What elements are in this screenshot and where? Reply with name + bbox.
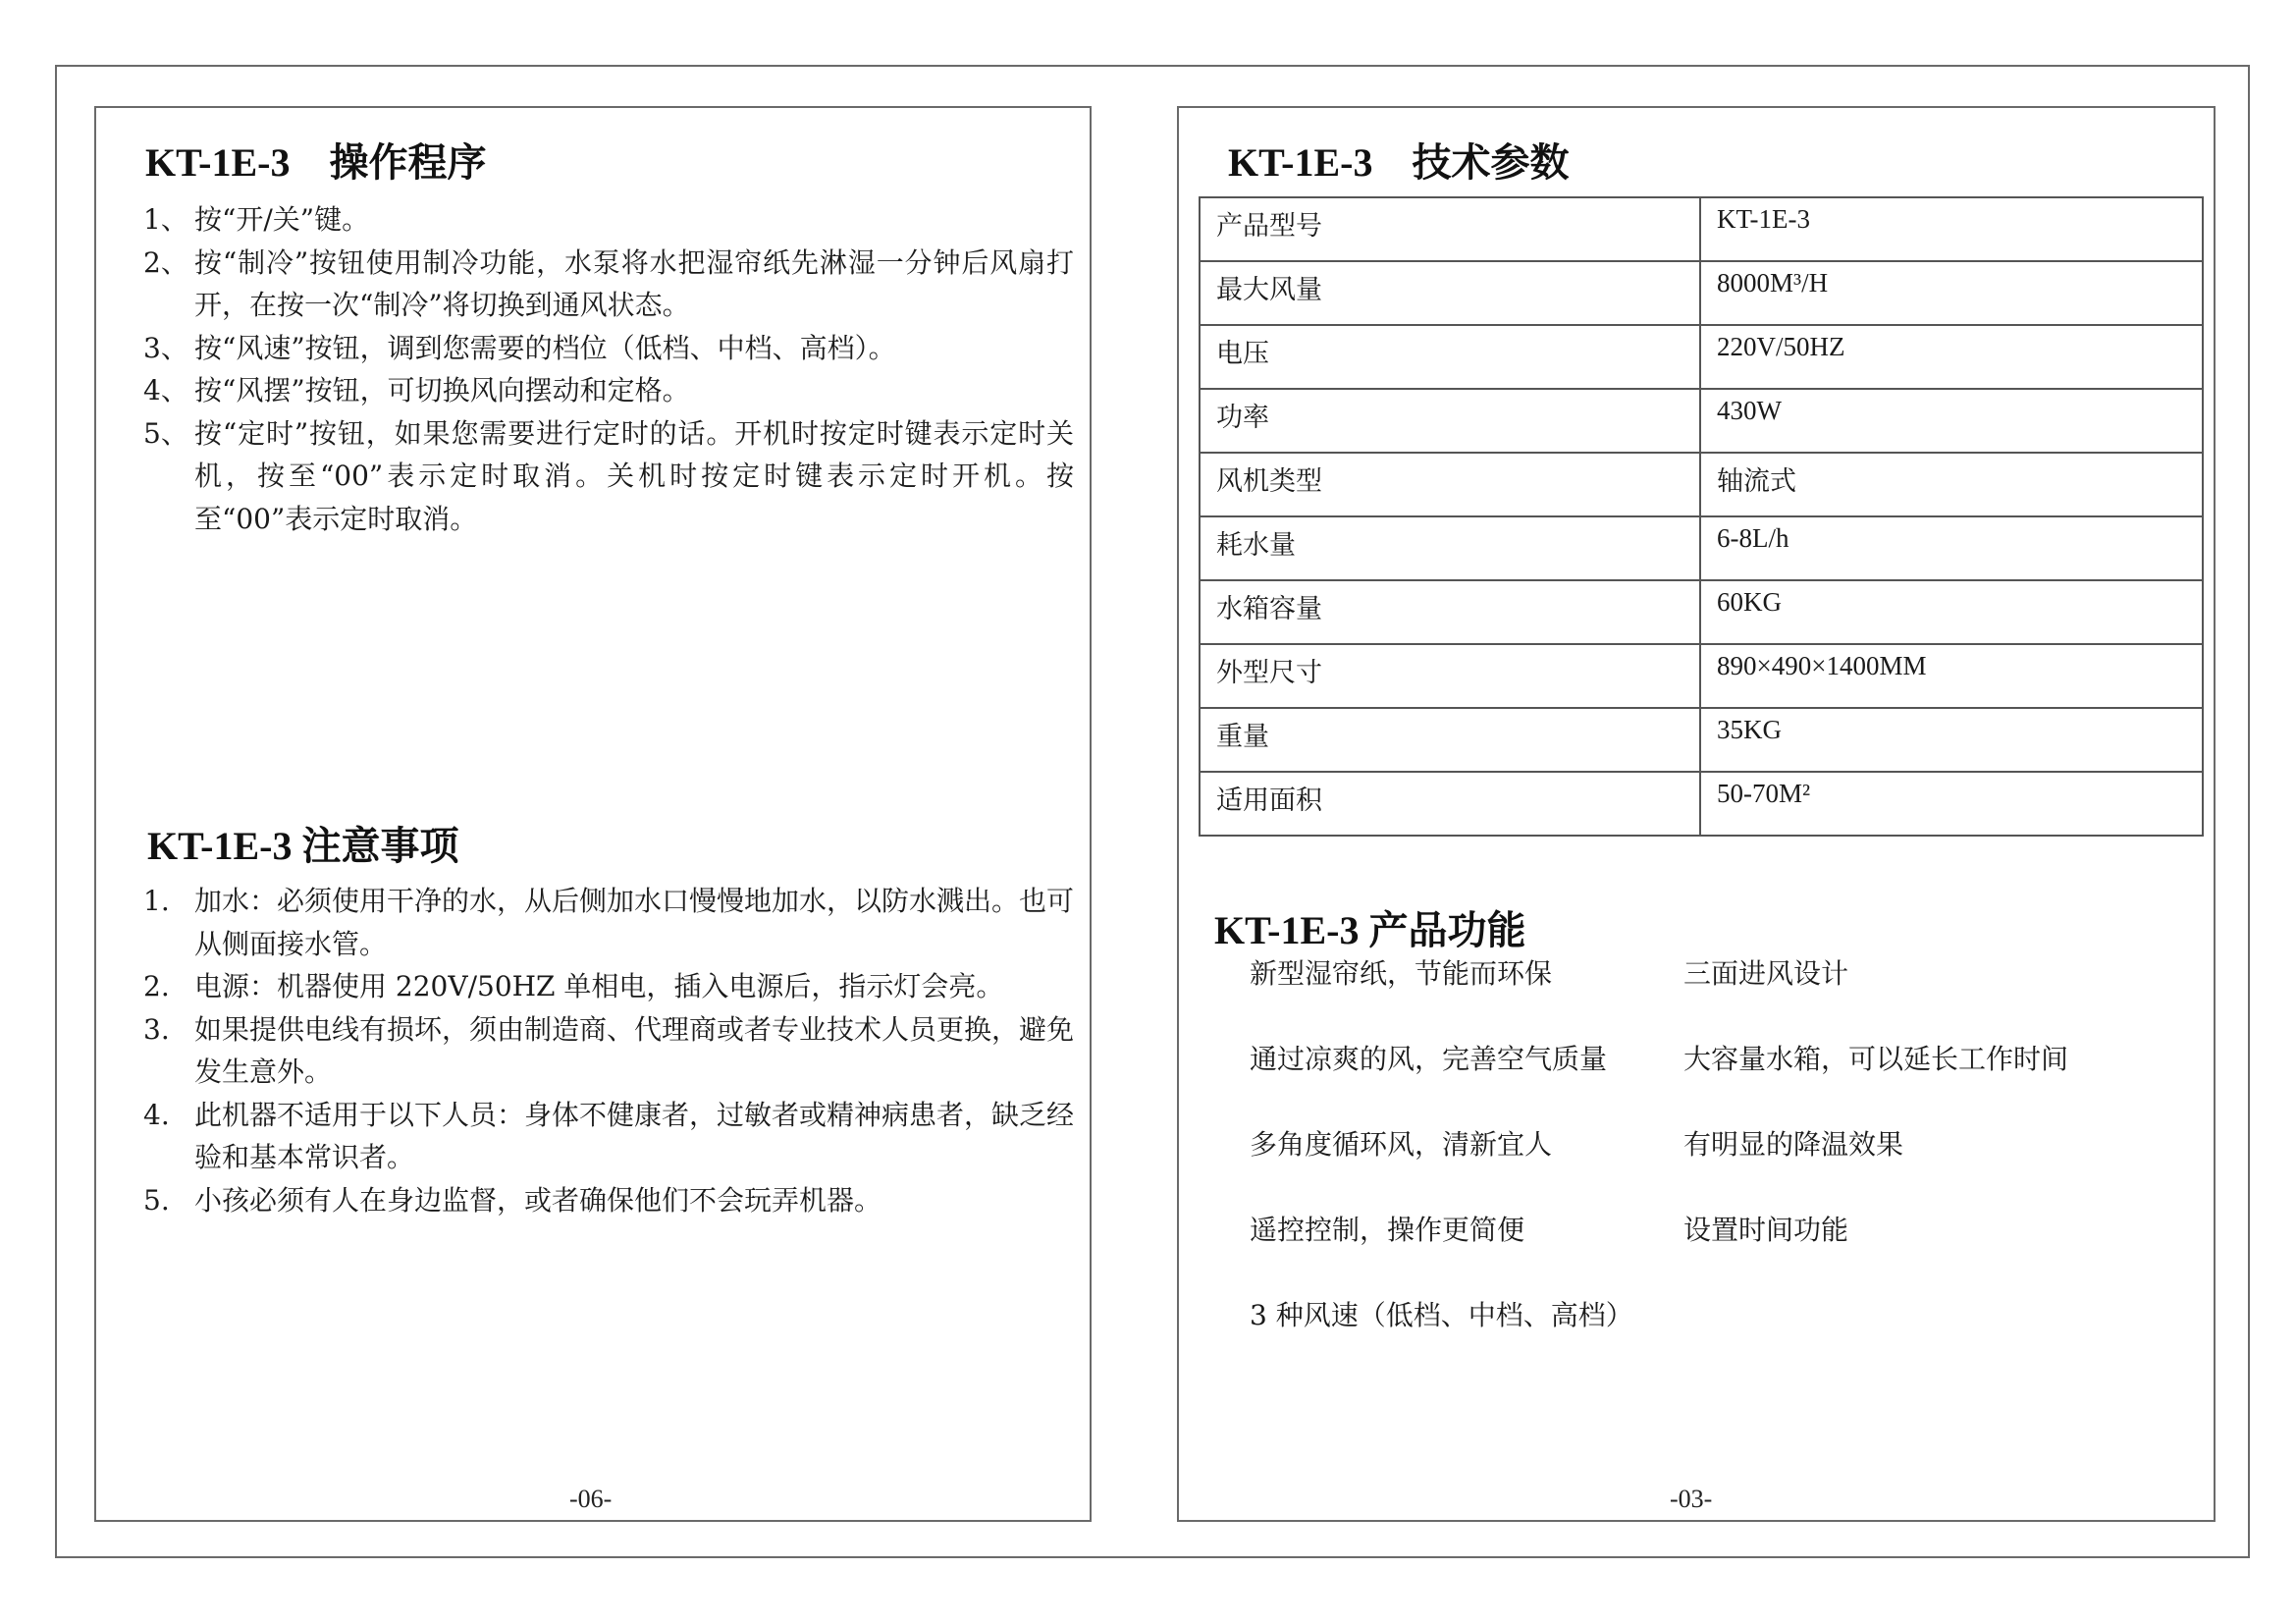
spec-table <box>1199 196 2204 837</box>
operation-heading: KT-1E-3 操作程序 <box>145 140 487 185</box>
spec-label: 外型尺寸 <box>1200 644 1700 708</box>
right-page <box>1177 106 2216 1522</box>
step-text: 按“风摆”按钮，可切换风向摆动和定格。 <box>194 374 690 406</box>
step-number: 2、 <box>143 245 188 279</box>
spec-value: 轴流式 <box>1700 453 2203 516</box>
feature-item: 通过凉爽的风，完善空气质量 <box>1250 1043 1608 1075</box>
precaution-number: 2. <box>143 970 170 1002</box>
feature-item: 遥控控制，操作更简便 <box>1250 1214 1525 1246</box>
spec-label: 重量 <box>1200 708 1700 772</box>
step-text: 按“开/关”键。 <box>194 203 370 236</box>
precaution-item <box>143 1179 1074 1222</box>
table-row <box>1200 580 2203 644</box>
spec-label: 风机类型 <box>1200 453 1700 516</box>
spec-value: 60KG <box>1700 580 2203 644</box>
spec-label: 电压 <box>1200 325 1700 389</box>
precaution-number: 1. <box>143 885 170 917</box>
page-number-right: -03- <box>1670 1485 1713 1513</box>
feature-item: 设置时间功能 <box>1683 1214 1849 1246</box>
functions-heading: KT-1E-3 产品功能 <box>1214 908 1526 952</box>
left-page <box>94 106 1092 1522</box>
precaution-number: 3. <box>143 1012 170 1046</box>
step-text: 按“定时”按钮，如果您需要进行定时的话。开机时按定时键表示定时关机，按至“00”表示定时取消。关机时按定时键表示定时开机。按至“00”表示定时取消。 <box>194 416 1074 535</box>
spec-value: 430W <box>1700 389 2203 453</box>
spec-value: 35KG <box>1700 708 2203 772</box>
operation-step <box>143 412 1074 541</box>
feature-item: 多角度循环风，清新宜人 <box>1250 1128 1553 1161</box>
spec-label: 耗水量 <box>1200 516 1700 580</box>
precaution-number: 4. <box>143 1098 170 1131</box>
precaution-text: 加水：必须使用干净的水，从后侧加水口慢慢地加水，以防水溅出。也可从侧面接水管。 <box>194 885 1075 960</box>
feature-item: 新型湿帘纸，节能而环保 <box>1250 957 1553 990</box>
spec-value: 50-70M² <box>1700 772 2203 836</box>
precaution-item <box>143 1008 1074 1094</box>
spec-value: 6-8L/h <box>1700 516 2203 580</box>
precaution-list <box>143 880 1074 1221</box>
spec-label: 最大风量 <box>1200 261 1700 325</box>
table-row <box>1200 453 2203 516</box>
precaution-text: 此机器不适用于以下人员：身体不健康者，过敏者或精神病患者，缺乏经验和基本常识者。 <box>194 1098 1075 1173</box>
operation-step <box>143 369 1074 412</box>
table-row <box>1200 708 2203 772</box>
spec-label: 水箱容量 <box>1200 580 1700 644</box>
spec-label: 功率 <box>1200 389 1700 453</box>
precaution-text: 电源：机器使用 220V/50HZ 单相电，插入电源后，指示灯会亮。 <box>194 970 1004 1002</box>
precaution-text: 如果提供电线有损坏，须由制造商、代理商或者专业技术人员更换，避免发生意外。 <box>194 1012 1075 1088</box>
precaution-number: 5. <box>143 1183 170 1217</box>
table-row <box>1200 516 2203 580</box>
step-number: 3、 <box>143 331 188 364</box>
table-row <box>1200 644 2203 708</box>
precaution-item <box>143 965 1074 1008</box>
precaution-item <box>143 880 1074 965</box>
feature-item: 有明显的降温效果 <box>1683 1128 1904 1161</box>
table-row <box>1200 389 2203 453</box>
step-number: 5、 <box>143 416 188 450</box>
table-row <box>1200 261 2203 325</box>
operation-step <box>143 327 1074 370</box>
feature-item: 大容量水箱，可以延长工作时间 <box>1683 1043 2069 1075</box>
feature-grid <box>1250 954 2133 1381</box>
operation-step <box>143 242 1074 327</box>
feature-item: 3 种风速（低档、中档、高档） <box>1250 1299 1633 1331</box>
page-number-left: -06- <box>569 1485 613 1513</box>
specs-heading: KT-1E-3 技术参数 <box>1228 140 1570 185</box>
spec-value: 890×490×1400MM <box>1700 644 2203 708</box>
spec-label: 产品型号 <box>1200 197 1700 261</box>
table-row <box>1200 197 2203 261</box>
spec-value: 8000M³/H <box>1700 261 2203 325</box>
table-row <box>1200 325 2203 389</box>
operation-steps <box>143 198 1074 540</box>
operation-step <box>143 198 1074 242</box>
step-number: 1、 <box>143 203 188 236</box>
precaution-text: 小孩必须有人在身边监督，或者确保他们不会玩弄机器。 <box>194 1183 882 1217</box>
step-text: 按“制冷”按钮使用制冷功能，水泵将水把湿帘纸先淋湿一分钟后风扇打开，在按一次“制冷”将切换到通风状态。 <box>194 245 1074 321</box>
step-text: 按“风速”按钮，调到您需要的档位（低档、中档、高档）。 <box>194 331 896 364</box>
table-row <box>1200 772 2203 836</box>
precautions-heading: KT-1E-3 注意事项 <box>147 824 459 868</box>
spec-value: KT-1E-3 <box>1700 197 2203 261</box>
feature-item: 三面进风设计 <box>1683 957 1849 990</box>
spec-value: 220V/50HZ <box>1700 325 2203 389</box>
spec-label: 适用面积 <box>1200 772 1700 836</box>
precaution-item <box>143 1094 1074 1179</box>
step-number: 4、 <box>143 374 188 406</box>
